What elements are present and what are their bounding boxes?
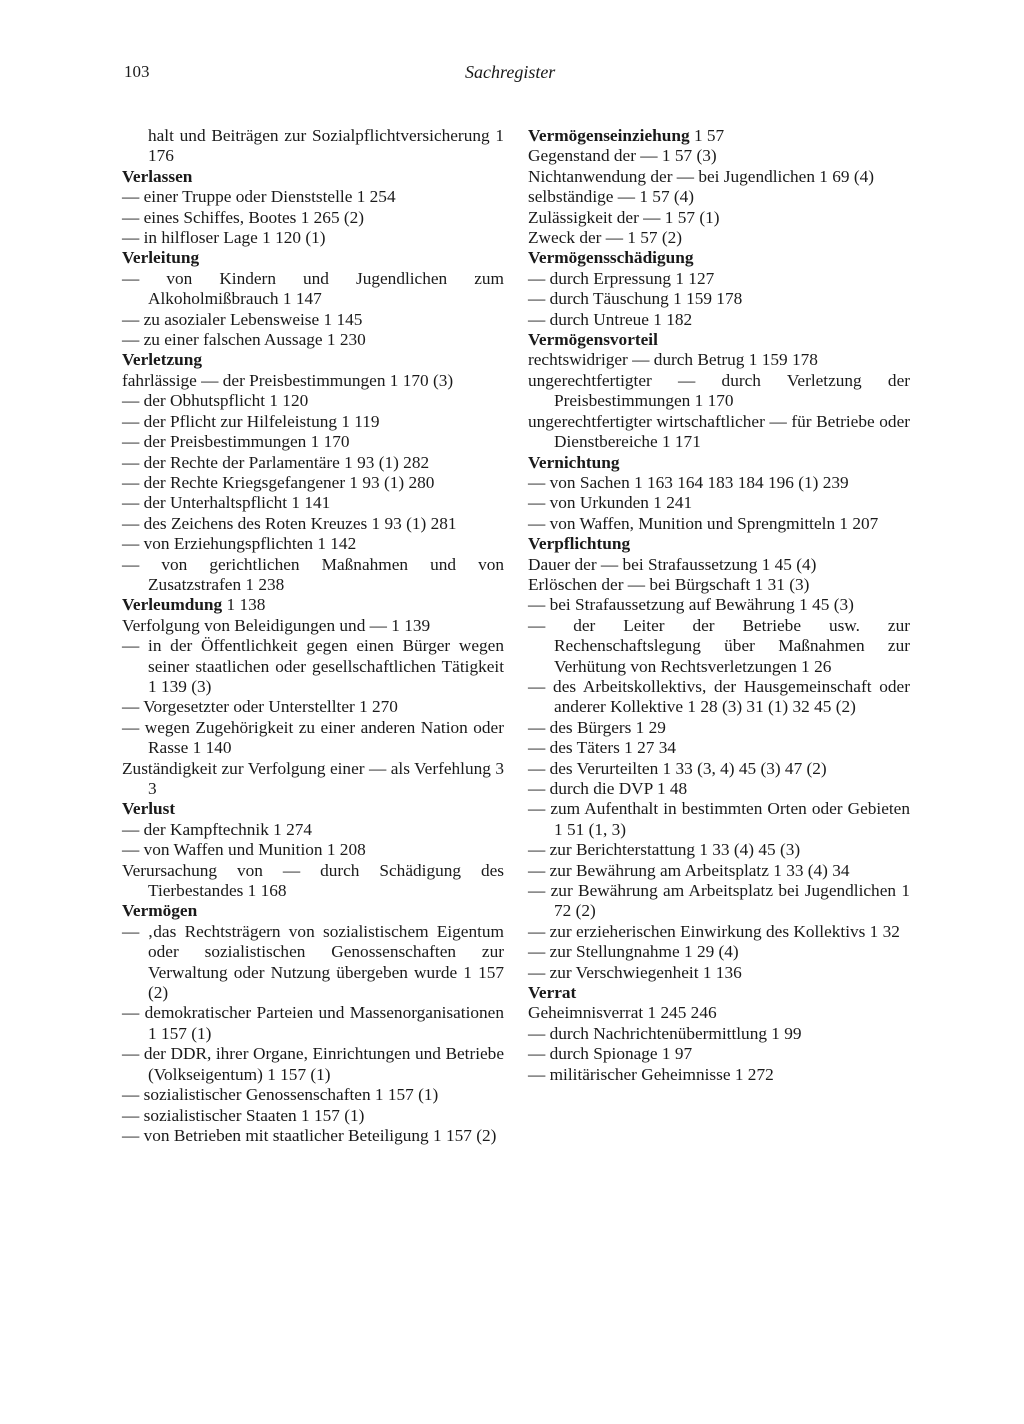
index-subentry: — der Kampftechnik 1 274 [122,819,313,839]
index-subentry: — von Betrieben mit staatlicher Beteiligung 1 157 (2) [122,1125,497,1145]
index-subentry: — von Sachen 1 163 164 183 184 196 (1) 239 [528,472,849,492]
index-entry: rechtswidriger — durch Betrug 1 159 178 [528,350,818,370]
index-column-right [528,126,910,1085]
index-heading: Verpflichtung [528,534,631,554]
index-subentry: — von Erziehungspflichten 1 142 [122,534,357,554]
index-subentry: — des Arbeitskollektivs, der Hausgemeinschaft oder anderer Kollektive 1 28 (3) 31 (1) 32 45 (2) [528,676,910,717]
index-subentry: — einer Truppe oder Dienststelle 1 254 [122,187,396,207]
index-subentry: — zur Bewährung am Arbeitsplatz bei Jugendlichen 1 72 (2) [528,881,910,921]
index-subentry: — zum Aufenthalt in bestimmten Orten oder Gebieten 1 51 (1, 3) [528,799,910,839]
index-heading: Vermögensvorteil [528,330,658,350]
index-subentry: — des Zeichens des Roten Kreuzes 1 93 (1) 281 [122,513,457,533]
index-entry: Zweck der — 1 57 (2) [528,228,683,248]
index-subentry: — zu einer falschen Aussage 1 230 [122,330,366,350]
index-subentry: — in hilfloser Lage 1 120 (1) [122,228,326,248]
index-subentry: — durch Täuschung 1 159 178 [528,289,743,309]
index-subentry: — durch Untreue 1 182 [528,309,693,329]
index-subentry: — in der Öffentlichkeit gegen einen Bürger wegen seiner staatlichen oder gesellschaftlichen Tätigkeit 1 139 (3) [122,636,504,696]
index-subentry: — durch Nachrichtenübermittlung 1 99 [528,1023,802,1043]
index-subentry: — Vorgesetzter oder Unterstellter 1 270 [122,697,398,717]
index-heading: Verlust [122,799,176,819]
index-subentry: — der Unterhaltspflicht 1 141 [122,493,331,513]
index-column-left [122,126,504,1146]
index-subentry: — zu asozialer Lebensweise 1 145 [122,309,363,329]
index-heading-term: Vermögenseinziehung [528,126,690,145]
index-subentry: — von Urkunden 1 241 [528,493,693,513]
index-subentry: — zur Bewährung am Arbeitsplatz 1 33 (4) 34 [528,860,850,880]
index-subentry: — zur erzieherischen Einwirkung des Kollektivs 1 32 [528,921,900,941]
index-heading: Vermögen [122,901,198,921]
index-entry: Geheimnisverrat 1 245 246 [528,1003,717,1023]
index-entry: Nichtanwendung der — bei Jugendlichen 1 69 (4) [528,166,875,186]
index-subentry: — sozialistischer Staaten 1 157 (1) [122,1105,365,1125]
index-subentry: — des Täters 1 27 34 [528,738,676,758]
index-heading-ref: 1 138 [222,595,266,615]
index-subentry: — militärischer Geheimnisse 1 272 [528,1064,774,1084]
index-subentry: — der Obhutspflicht 1 120 [122,391,309,411]
index-subentry: — des Bürgers 1 29 [528,717,666,737]
index-subentry: — von Waffen und Munition 1 208 [122,840,366,860]
index-subentry: — der Rechte der Parlamentäre 1 93 (1) 282 [122,452,430,472]
index-heading: Verleitung [122,248,200,268]
index-subentry: — eines Schiffes, Bootes 1 265 (2) [122,207,365,227]
index-entry: ungerechtfertigter wirtschaftlicher — für Betriebe oder Dienstbereiche 1 171 [528,411,910,452]
index-heading: Vermögensschädigung [528,248,694,268]
index-subentry: — durch Spionage 1 97 [528,1044,693,1064]
index-subentry: — demokratischer Parteien und Massenorganisationen 1 157 (1) [122,1003,504,1043]
index-subentry: — zur Berichterstattung 1 33 (4) 45 (3) [528,840,801,860]
index-subentry: — der Pflicht zur Hilfeleistung 1 119 [122,411,380,431]
index-entry: Zulässigkeit der — 1 57 (1) [528,207,720,227]
index-entry: Zuständigkeit zur Verfolgung einer — als Verfehlung 3 3 [122,758,504,798]
index-heading-term: Verleumdung [122,595,223,615]
index-subentry: — der Leiter der Betriebe usw. zur Rechenschaftslegung über Maßnahmen zur Verhütung von Rechtsverletzungen 1 26 [528,615,910,676]
index-entry: fahrlässige — der Preisbestimmungen 1 170 (3) [122,370,454,390]
index-entry: Dauer der — bei Strafaussetzung 1 45 (4) [528,554,817,574]
index-heading-ref: 1 57 [689,126,725,145]
index-subentry: — zur Stellungnahme 1 29 (4) [528,942,739,962]
index-entry: Verfolgung von Beleidigungen und — 1 139 [122,615,431,635]
index-heading [528,126,910,146]
index-subentry: — von Kindern und Jugendlichen zum Alkoholmißbrauch 1 147 [122,268,504,309]
index-subentry: — der Rechte Kriegsgefangener 1 93 (1) 280 [122,472,435,492]
index-subentry: — zur Verschwiegenheit 1 136 [528,962,742,982]
index-entry: ungerechtfertigter — durch Verletzung der Preisbestimmungen 1 170 [528,370,910,411]
running-title: Sachregister [465,62,556,82]
index-subentry: — der DDR, ihrer Organe, Einrichtungen und Betriebe (Volkseigentum) 1 157 (1) [122,1044,504,1084]
index-entry: Gegenstand der — 1 57 (3) [528,146,717,166]
index-heading: Verrat [528,983,577,1003]
index-entry: Erlöschen der — bei Bürgschaft 1 31 (3) [528,574,810,594]
index-subentry: — ‚das Rechtsträgern von sozialistischem Eigentum oder sozialistischen Genossenschaften zur Verwaltung oder Nutzung übergeben wurde 1 157 (2) [122,921,504,1003]
index-entry: Verursachung von — durch Schädigung des Tierbestandes 1 168 [122,860,504,901]
index-subentry: — von gerichtlichen Maßnahmen und von Zusatzstrafen 1 238 [122,554,504,594]
index-subentry: — des Verurteilten 1 33 (3, 4) 45 (3) 47 (2) [528,758,827,778]
index-entry: selbständige — 1 57 (4) [528,187,695,207]
index-subentry: — wegen Zugehörigkeit zu einer anderen Nation oder Rasse 1 140 [122,717,504,758]
index-subentry: — von Waffen, Munition und Sprengmitteln 1 207 [528,513,879,533]
index-subentry: — der Preisbestimmungen 1 170 [122,432,350,452]
index-heading [122,595,504,615]
index-heading: Verletzung [122,350,202,370]
index-heading: Vernichtung [528,452,620,472]
page-number: 103 [124,62,150,81]
index-subentry: — durch die DVP 1 48 [528,779,688,798]
index-subentry: — sozialistischer Genossenschaften 1 157 (1) [122,1085,439,1105]
index-continuation: halt und Beiträgen zur Sozialpflichtversicherung 1 176 [148,126,504,166]
index-subentry: — durch Erpressung 1 127 [528,268,715,288]
index-subentry: — bei Strafaussetzung auf Bewährung 1 45 (3) [528,595,854,615]
index-heading: Verlassen [122,166,193,186]
